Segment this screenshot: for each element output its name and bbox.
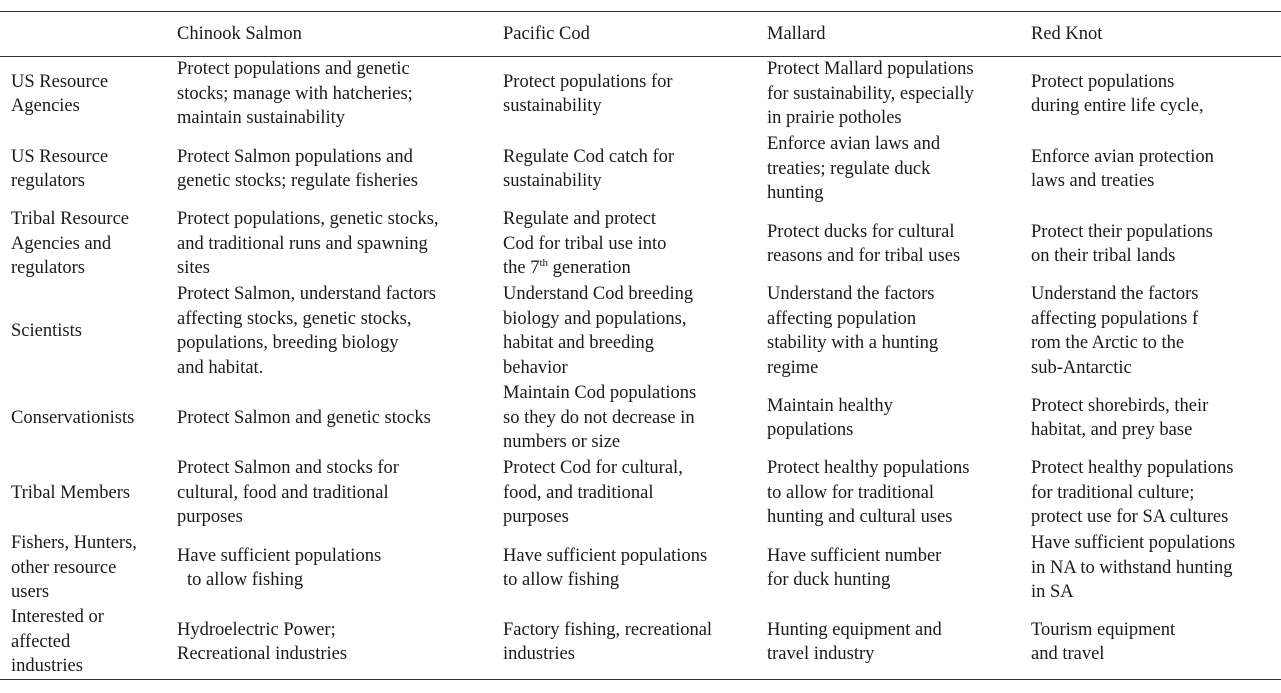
cell-chinook-salmon	[177, 531, 503, 605]
cell-text-line: to allow for traditional	[767, 482, 934, 503]
cell-text-line: purposes	[503, 507, 569, 528]
cell-text-line: sustainability	[503, 96, 602, 116]
cell-text-line: in SA	[1031, 582, 1074, 603]
cell-text-line: Have sufficient populations	[177, 545, 382, 566]
cell-text-line: for traditional culture;	[1031, 482, 1195, 503]
cell-text-line: Regulate Cod catch for	[503, 146, 675, 167]
cell-text-line: on their tribal lands	[1031, 246, 1176, 266]
cell-text-line: Have sufficient populations	[1031, 533, 1236, 554]
cell-text-line: hunting	[767, 183, 824, 204]
cell-text-line: affecting populations f	[1031, 308, 1199, 329]
cell-text-line: the 7th generation	[503, 257, 631, 279]
cell-pacific-cod	[503, 207, 767, 281]
cell-text-line: Regulate and protect	[503, 209, 657, 230]
cell-text-line: stability with a hunting	[767, 333, 939, 353]
cell-text-line: industries	[503, 644, 575, 664]
cell-text-line: habitat and breeding	[503, 333, 655, 353]
table-row	[0, 57, 1281, 132]
cell-text-line: Hydroelectric Power;	[177, 619, 336, 640]
cell-red-knot	[1031, 281, 1281, 381]
cell-text-line: travel industry	[767, 644, 875, 664]
cell-red-knot	[1031, 207, 1281, 281]
header-mallard: Mallard	[767, 23, 826, 44]
table-row	[0, 455, 1281, 531]
cell-text-line: and traditional runs and spawning	[177, 233, 428, 254]
cell-text-line: affecting population	[767, 308, 917, 329]
stakeholder-label-line: other resource	[11, 557, 117, 578]
stakeholder-label-line: Agencies	[11, 96, 80, 116]
cell-red-knot	[1031, 131, 1281, 207]
cell-text-line: Have sufficient populations	[503, 545, 708, 566]
cell-pacific-cod	[503, 131, 767, 207]
cell-text-line: Enforce avian laws and	[767, 134, 941, 155]
cell-text-line: Factory fishing, recreational	[503, 619, 713, 640]
cell-red-knot	[1031, 531, 1281, 605]
row-stakeholder-label	[0, 531, 177, 605]
cell-pacific-cod	[503, 281, 767, 381]
cell-text-line: Tourism equipment	[1031, 619, 1176, 640]
cell-text-line: Cod for tribal use into	[503, 233, 667, 254]
cell-text-line: stocks; manage with hatcheries;	[177, 83, 413, 104]
table-row	[0, 281, 1281, 381]
table-row	[0, 381, 1281, 455]
cell-pacific-cod	[503, 57, 767, 132]
cell-text-line: during entire life cycle,	[1031, 96, 1204, 116]
cell-text-line: treaties; regulate duck	[767, 158, 931, 179]
cell-text-line: purposes	[177, 507, 243, 528]
cell-text-line: genetic stocks; regulate fisheries	[177, 171, 418, 191]
cell-text-line: Protect Cod for cultural,	[503, 458, 683, 479]
cell-mallard	[767, 131, 1031, 207]
cell-text-line: Maintain healthy	[767, 395, 893, 416]
cell-text-line: numbers or size	[503, 432, 621, 453]
row-stakeholder-label	[0, 605, 177, 680]
stakeholder-label-line: Fishers, Hunters,	[11, 533, 137, 554]
cell-pacific-cod	[503, 381, 767, 455]
cell-text-line: Protect Salmon populations and	[177, 146, 413, 167]
cell-text-line: so they do not decrease in	[503, 407, 695, 428]
cell-mallard	[767, 531, 1031, 605]
cell-text-line: affecting stocks, genetic stocks,	[177, 308, 412, 329]
cell-text-line: Maintain Cod populations	[503, 383, 697, 404]
cell-text-line: Protect Salmon and stocks for	[177, 458, 399, 479]
cell-text-line: in NA to withstand hunting	[1031, 557, 1233, 578]
cell-text-line: Have sufficient number	[767, 545, 942, 566]
cell-text-line: habitat, and prey base	[1031, 420, 1193, 440]
cell-text-line: sites	[177, 258, 210, 279]
stakeholder-label-line: Tribal Resource	[11, 209, 130, 230]
stakeholder-label-line: regulators	[11, 171, 85, 191]
table-row	[0, 531, 1281, 605]
cell-text-line: Enforce avian protection	[1031, 146, 1214, 167]
cell-text-line: Recreational industries	[177, 644, 348, 664]
cell-text-line: Protect healthy populations	[767, 458, 970, 479]
cell-text-line: Protect populations for	[503, 71, 673, 92]
cell-mallard	[767, 57, 1031, 132]
cell-text-line: food, and traditional	[503, 482, 654, 503]
cell-red-knot	[1031, 455, 1281, 531]
stakeholder-label-line: affected	[11, 631, 71, 652]
cell-text-line: Hunting equipment and	[767, 619, 942, 640]
header-pacific-cod: Pacific Cod	[503, 23, 590, 44]
cell-text-line: Protect populations	[1031, 71, 1175, 92]
header-chinook-salmon: Chinook Salmon	[177, 23, 302, 44]
cell-text-line: and travel	[1031, 644, 1105, 664]
cell-text-line: Protect populations, genetic stocks,	[177, 209, 439, 230]
cell-text-line: protect use for SA cultures	[1031, 507, 1229, 528]
cell-text-line: Protect ducks for cultural	[767, 221, 955, 242]
cell-mallard	[767, 281, 1031, 381]
table-row	[0, 131, 1281, 207]
stakeholder-label-line: Conservationists	[11, 407, 135, 428]
row-stakeholder-label	[0, 381, 177, 455]
cell-text-line: Protect shorebirds, their	[1031, 395, 1209, 416]
cell-text-line: populations, breeding biology	[177, 333, 399, 353]
cell-text-line: hunting and cultural uses	[767, 507, 953, 528]
cell-text-line: Protect Salmon, understand factors	[177, 284, 436, 304]
cell-text-line: rom the Arctic to the	[1031, 333, 1185, 353]
stakeholder-label-line: US Resource	[11, 71, 109, 92]
cell-text-line: reasons and for tribal uses	[767, 246, 961, 266]
cell-text-line: biology and populations,	[503, 308, 687, 329]
cell-mallard	[767, 455, 1031, 531]
cell-text-line: Protect their populations	[1031, 221, 1213, 242]
cell-mallard	[767, 207, 1031, 281]
cell-text-line: for duck hunting	[767, 570, 891, 590]
cell-text-line: for sustainability, especially	[767, 83, 974, 104]
stakeholder-label-line: US Resource	[11, 146, 109, 167]
cell-text-line: Protect Mallard populations	[767, 59, 974, 80]
cell-mallard	[767, 605, 1031, 680]
cell-red-knot	[1031, 605, 1281, 680]
cell-text-line: to allow fishing	[503, 570, 620, 590]
cell-text-line: cultural, food and traditional	[177, 482, 389, 503]
table-row	[0, 207, 1281, 281]
cell-red-knot	[1031, 57, 1281, 132]
cell-text-line: Understand Cod breeding	[503, 284, 694, 304]
cell-chinook-salmon	[177, 381, 503, 455]
row-stakeholder-label	[0, 131, 177, 207]
cell-text-line: behavior	[503, 357, 568, 378]
cell-text-line: Understand the factors	[767, 284, 935, 304]
row-stakeholder-label	[0, 455, 177, 531]
cell-text-line: sub-Antarctic	[1031, 357, 1132, 378]
row-stakeholder-label	[0, 281, 177, 381]
stakeholder-label-line: Scientists	[11, 320, 82, 341]
cell-chinook-salmon	[177, 455, 503, 531]
cell-text-line: laws and treaties	[1031, 171, 1155, 191]
cell-chinook-salmon	[177, 281, 503, 381]
header-red-knot: Red Knot	[1031, 23, 1103, 44]
stakeholder-label-line: Agencies and	[11, 233, 112, 254]
cell-text-line: in prairie potholes	[767, 108, 902, 129]
cell-text-line: and habitat.	[177, 357, 264, 378]
stakeholder-label-line: regulators	[11, 258, 85, 279]
stakeholder-label-line: Interested or	[11, 607, 104, 628]
cell-text-line: Understand the factors	[1031, 284, 1199, 304]
cell-pacific-cod	[503, 605, 767, 680]
stakeholder-label-line: Tribal Members	[11, 482, 131, 503]
cell-chinook-salmon	[177, 57, 503, 132]
cell-pacific-cod	[503, 455, 767, 531]
header-row	[0, 12, 1281, 57]
cell-mallard	[767, 381, 1031, 455]
cell-text-line: Protect populations and genetic	[177, 59, 410, 80]
row-stakeholder-label	[0, 207, 177, 281]
table-body	[0, 57, 1281, 680]
ordinal-suffix: th	[539, 257, 549, 270]
cell-chinook-salmon	[177, 131, 503, 207]
header-corner	[0, 12, 177, 57]
cell-red-knot	[1031, 381, 1281, 455]
cell-text-line: maintain sustainability	[177, 108, 346, 129]
row-stakeholder-label	[0, 57, 177, 132]
cell-text-line: sustainability	[503, 171, 602, 191]
stakeholder-label-line: industries	[11, 656, 83, 677]
cell-pacific-cod	[503, 531, 767, 605]
cell-text-line: populations	[767, 420, 854, 440]
cell-text-line: regime	[767, 357, 819, 378]
cell-chinook-salmon	[177, 605, 503, 680]
table-row	[0, 605, 1281, 680]
stakeholder-label-line: users	[11, 582, 50, 603]
cell-chinook-salmon	[177, 207, 503, 281]
cell-text-line: Protect healthy populations	[1031, 458, 1234, 479]
stakeholder-goals-table	[0, 11, 1281, 680]
cell-text-line: to allow fishing	[187, 570, 304, 590]
cell-text-line: Protect Salmon and genetic stocks	[177, 407, 431, 428]
